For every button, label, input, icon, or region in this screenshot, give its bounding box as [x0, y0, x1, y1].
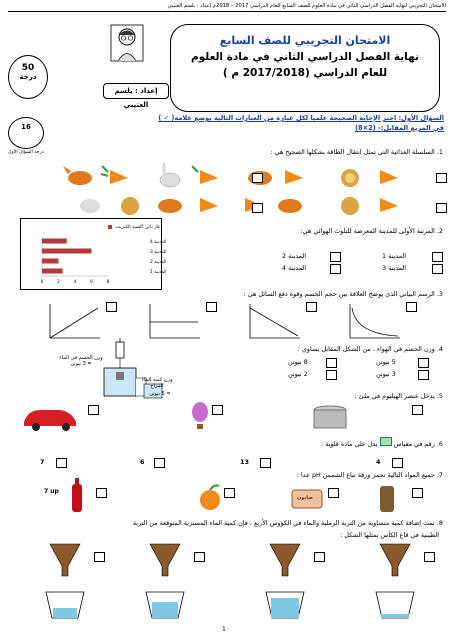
soap-label: صابون: [297, 495, 313, 501]
food-chains: [60, 160, 420, 220]
chain-f-carrot: [200, 198, 218, 212]
title-line-2: نهاية الفصل الدراسي الثاني في مادة العلوم: [191, 51, 419, 63]
pot-image: [314, 406, 346, 428]
q5-checkbox-c[interactable]: [412, 405, 423, 415]
q4-label: وزن الجسم في الهواء ، من الشكل المقابل يساوي :: [297, 345, 435, 353]
q7-checkbox-c[interactable]: [328, 488, 339, 498]
section-heading-1: السؤال الأول: اختر الإجابة الصحيحة علميا لكل عبارة من العبارات التالية بوضع علامة( ✓ ): [158, 114, 444, 122]
q4-option-4: 2 نيوتن: [288, 370, 308, 378]
q7-checkbox-b[interactable]: [224, 488, 235, 498]
chain-e-rabbit: [80, 199, 100, 213]
q3-label: الرسم البياني الذي يوضح العلاقة بين حجم الجسم وقوة دفع السائل هي :: [243, 290, 435, 298]
chain-h-carrot: [380, 198, 398, 212]
label-in-water: وزن الجسم في الماء = 3 نيوتن: [59, 355, 103, 367]
header-rule: [8, 11, 446, 12]
q6-option-7: 7: [40, 458, 45, 466]
chain-c-carrot: [285, 170, 303, 184]
score-box: [8, 55, 48, 99]
seven-up-label: 7 up: [44, 488, 59, 495]
chain-d-lion: [341, 169, 359, 187]
q7-label: جميع المواد التالية تحمر ورقة تباع الشمس pH عدا :: [296, 471, 435, 479]
q4-number: 4.: [436, 345, 443, 353]
chain-f-fox: [158, 199, 182, 213]
q4-text: [298, 345, 443, 353]
chain-b-rabbit: [160, 162, 180, 187]
q1-checkbox-d[interactable]: [252, 203, 263, 213]
q1-text: [270, 148, 443, 156]
q8-checkbox-a[interactable]: [94, 552, 105, 562]
title-line-1: الامتحان التجريبي للصف السابع: [219, 34, 391, 47]
q8-checkbox-c[interactable]: [314, 552, 325, 562]
q8-text: [133, 519, 443, 527]
chain-e-lion: [121, 197, 139, 215]
chain-g-fox: [278, 199, 302, 213]
q3-number: 3.: [436, 290, 443, 298]
q1-label: السلسلة الغذائية التي تمثل انتقال الطاقة بشكلها الصحيح هي :: [270, 148, 435, 156]
chart-x-tick: 0: [40, 279, 44, 284]
score-unit: درجة: [19, 73, 37, 81]
q6-option-4: 4: [376, 458, 381, 466]
funnel-b: [146, 544, 184, 618]
q8-text-2: الطينية في قاع الكأس يمثلها الشكل :: [340, 531, 439, 539]
chain-d-carrot: [380, 170, 398, 184]
q3-checkbox-a[interactable]: [106, 302, 117, 312]
q7-checkbox-d[interactable]: [412, 488, 423, 498]
chart-category-label: المدينة 3: [150, 250, 167, 255]
chart-legend-swatch: [108, 225, 112, 229]
chart-title: غاز ثاني أكسيد الكبريت: [115, 225, 161, 230]
top-line: الامتحان التجريبي لنهاية الفصل الدراسي الثاني في مادة العلوم للصف السابع للعام الدراسي 2017 – 2018م إعداد : بلسم العتيبي: [167, 3, 446, 9]
q1-number: 1.: [436, 148, 443, 156]
q1-checkbox-a[interactable]: [436, 173, 447, 183]
q2-checkbox-3[interactable]: [432, 264, 443, 274]
q2-number: 2.: [436, 227, 443, 235]
q6-label: رقم في مقياس: [393, 440, 435, 448]
q4-checkbox-4[interactable]: [326, 370, 337, 380]
q6-option-13: 13: [240, 458, 249, 466]
chain-a-fox: [63, 166, 92, 185]
q6-option-6: 6: [140, 458, 145, 466]
chart-bar: [42, 239, 67, 244]
q4-checkbox-2[interactable]: [326, 358, 337, 368]
q3-graphs: [40, 302, 420, 342]
q8-label: تمت إضافة كمية متساوية من التربة الرملية والماء في الكؤوس الأربع ، فإن كمية الماء المسترية المتوقعة من التربة: [132, 519, 435, 527]
q6-checkbox-4[interactable]: [392, 458, 403, 468]
q7-checkbox-a[interactable]: [96, 488, 107, 498]
q2-checkbox-4[interactable]: [330, 264, 341, 274]
q6-text: [321, 437, 443, 448]
score-value: 50: [21, 63, 35, 73]
q4-option-2: 8 نيوتن: [288, 358, 308, 366]
page-number: 1: [222, 626, 226, 633]
q6-number: 6.: [436, 440, 443, 448]
label-displaced-value: = 5 نيوتن: [149, 391, 171, 397]
q8-checkbox-b[interactable]: [194, 552, 205, 562]
car-image: [24, 410, 76, 431]
section-heading-2: في المربع المقابل:- (2×8): [355, 124, 444, 132]
chart-category-label: المدينة 1: [150, 270, 167, 275]
q3-graph-a: [50, 304, 100, 338]
q2-option-1: المدينة 1: [382, 252, 407, 260]
chart-x-tick: 2: [57, 279, 60, 284]
q4-checkbox-3[interactable]: [418, 370, 429, 380]
chart-x-tick: 8: [106, 279, 110, 284]
q6-checkbox-7[interactable]: [56, 458, 67, 468]
q6-checkbox-6[interactable]: [154, 458, 165, 468]
q3-graph-c: [250, 304, 300, 338]
chart-category-label: المدينة 4: [150, 240, 167, 245]
chain-b-carrot: [192, 166, 218, 184]
q2-text: [301, 227, 443, 235]
q7-number: 7.: [436, 471, 443, 479]
section-score-box: [8, 117, 44, 149]
bar-chart: [20, 218, 167, 288]
q4-checkbox-1[interactable]: [418, 358, 429, 368]
chart-category-label: المدينة 2: [150, 260, 167, 265]
q2-checkbox-2[interactable]: [330, 252, 341, 262]
q1-checkbox-c[interactable]: [436, 203, 447, 213]
q3-checkbox-c[interactable]: [306, 302, 317, 312]
q5-label: يدخل عنصر الهيليوم في ملئ :: [354, 392, 435, 400]
q5-text: [355, 392, 443, 400]
q6-checkbox-13[interactable]: [260, 458, 271, 468]
q5-checkbox-a[interactable]: [88, 405, 99, 415]
funnel-a: [46, 544, 84, 618]
chart-bar: [42, 259, 59, 264]
q3-checkbox-b[interactable]: [206, 302, 217, 312]
funnel-d: [376, 544, 414, 618]
teacher-illustration: [110, 24, 144, 62]
q6-label-2: يدل على مادة قلوية :: [321, 440, 378, 448]
title-line-3: للعام الدراسي (2017/2018 م ): [222, 67, 388, 79]
q2-option-4: المدينة 4: [282, 264, 307, 272]
q8-checkbox-d[interactable]: [424, 552, 435, 562]
soda-bottle-image: [72, 478, 82, 512]
q3-checkbox-d[interactable]: [406, 302, 417, 312]
q2-option-2: المدينة 2: [282, 252, 307, 260]
q8-number: 8.: [436, 519, 443, 527]
q5-checkbox-b[interactable]: [212, 405, 223, 415]
orange-image: [200, 486, 220, 511]
balloon-image: [192, 402, 208, 429]
chart-x-tick: 6: [90, 279, 93, 284]
chart-bar: [42, 269, 63, 274]
q3-graph-b: [150, 304, 200, 338]
section-score-label: درجة السؤال الأول: [8, 150, 44, 155]
q2-checkbox-1[interactable]: [432, 252, 443, 262]
q5-pictures: [20, 400, 360, 434]
label-displaced: وزن كمية الماء المزاح: [141, 377, 173, 389]
q4-option-1: 5 نيوتن: [376, 358, 396, 366]
ph-meter-icon: [380, 437, 392, 446]
title-box: [170, 24, 440, 112]
chain-a-carrot: [101, 166, 128, 184]
chain-h-lion: [341, 197, 359, 215]
q1-checkbox-b[interactable]: [252, 173, 263, 183]
bottle-image: [380, 486, 394, 512]
q3-graph-d: [350, 304, 400, 338]
chart-bar: [42, 249, 92, 254]
funnel-c: [266, 544, 304, 618]
q2-option-3: المدينة 3: [382, 264, 407, 272]
section-score-value: 16: [21, 123, 31, 131]
q3-text: [244, 290, 443, 298]
q2-label: المرتبة الأولى للمدينة المعرضة للتلوث الهوائي هي:: [300, 227, 435, 235]
q5-number: 5.: [436, 392, 443, 400]
q4-option-3: 3 نيوتن: [376, 370, 396, 378]
author-box: إعداد : بلسم العتيبي: [103, 83, 169, 99]
chart-x-tick: 4: [73, 279, 77, 284]
